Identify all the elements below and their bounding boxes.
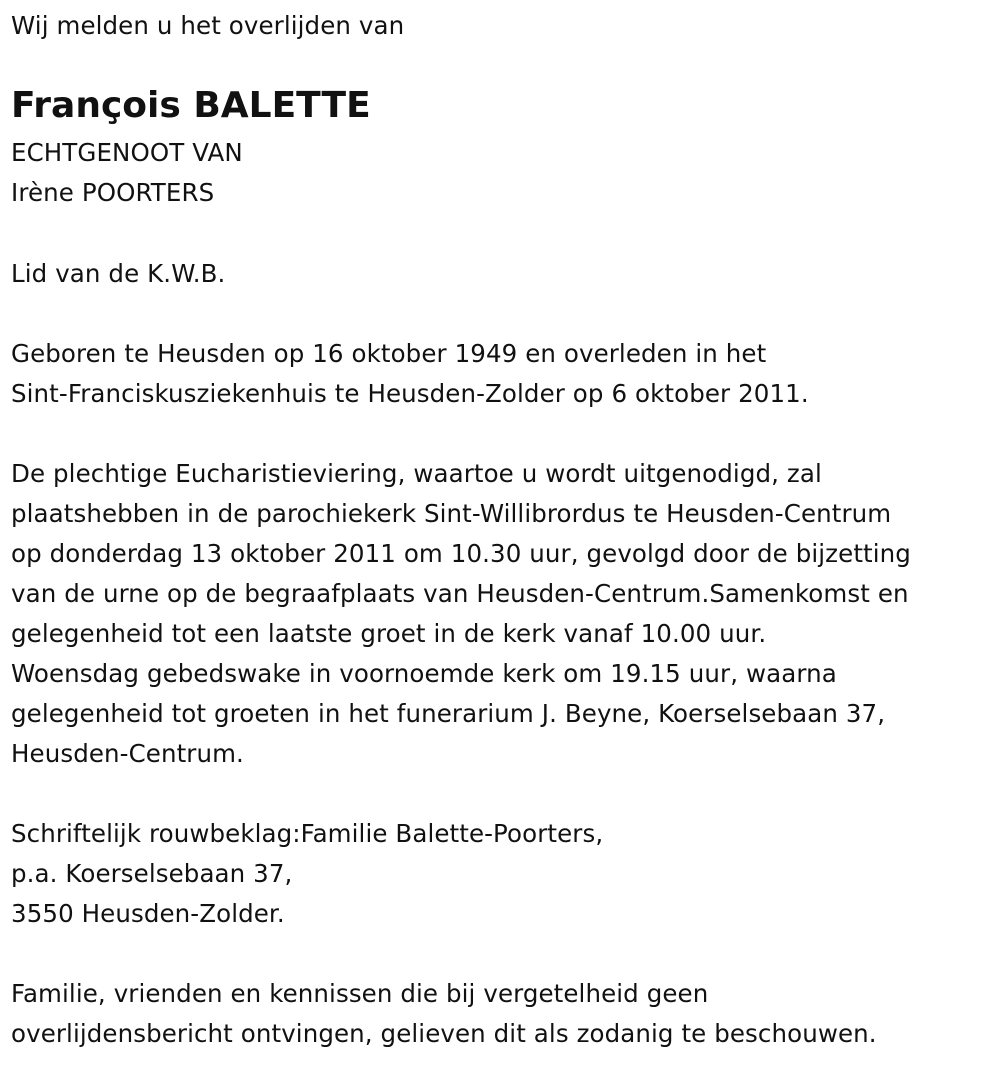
membership-text: Lid van de K.W.B. [11, 259, 226, 288]
paragraph-line: Familie, vrienden en kennissen die bij vergetelheid geen [11, 979, 709, 1008]
spouse-relation: ECHTGENOOT VAN [11, 138, 243, 167]
paragraph-line: Woensdag gebedswake in voornoemde kerk om 19.15 uur, waarna [11, 659, 837, 688]
paragraph-line: op donderdag 13 oktober 2011 om 10.30 uur, gevolgd door de bijzetting [11, 539, 911, 568]
address-line: 3550 Heusden-Zolder. [11, 899, 285, 928]
condolences-address [11, 814, 603, 934]
paragraph-line: plaatshebben in de parochiekerk Sint-Willibrordus te Heusden-Centrum [11, 499, 892, 528]
address-line: p.a. Koerselsebaan 37, [11, 859, 293, 888]
paragraph-line: Geboren te Heusden op 16 oktober 1949 en overleden in het [11, 339, 767, 368]
paragraph-line: De plechtige Eucharistieviering, waartoe u wordt uitgenodigd, zal [11, 459, 822, 488]
spouse-block [11, 133, 243, 213]
paragraph-line: overlijdensbericht ontvingen, gelieven dit als zodanig te beschouwen. [11, 1019, 877, 1048]
paragraph-line: van de urne op de begraafplaats van Heusden-Centrum.Samenkomst en [11, 579, 909, 608]
ceremony-paragraph [11, 454, 911, 774]
paragraph-line: Heusden-Centrum. [11, 739, 244, 768]
closing-paragraph [11, 974, 877, 1054]
paragraph-line: gelegenheid tot groeten in het funerarium J. Beyne, Koerselsebaan 37, [11, 699, 886, 728]
membership-block [11, 254, 225, 294]
paragraph-line: Sint-Franciskusziekenhuis te Heusden-Zolder op 6 oktober 2011. [11, 379, 809, 408]
paragraph-line: gelegenheid tot een laatste groet in de kerk vanaf 10.00 uur. [11, 619, 767, 648]
spouse-name: Irène POORTERS [11, 178, 215, 207]
intro-text: Wij melden u het overlijden van [11, 11, 405, 40]
birth-death-paragraph [11, 334, 809, 414]
address-line: Schriftelijk rouwbeklag:Familie Balette-Poorters, [11, 819, 604, 848]
deceased-name: François BALETTE [11, 85, 371, 126]
